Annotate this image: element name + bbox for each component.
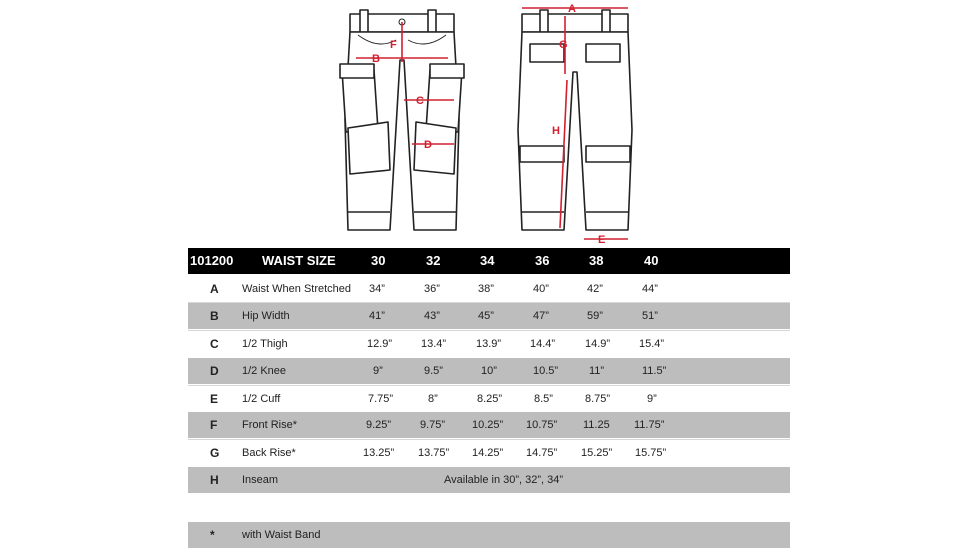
label-c: C (416, 95, 424, 107)
row-letter: E (210, 392, 219, 406)
row-label: Inseam (242, 474, 279, 486)
pants-back-diagram (510, 0, 640, 250)
footnote-text: with Waist Band (242, 529, 321, 541)
size-header: 34 (480, 253, 495, 268)
cell: 10.5” (533, 365, 559, 377)
table-row (188, 303, 790, 329)
cell: 8” (428, 393, 438, 405)
cell: 44” (642, 283, 658, 295)
size-header: 40 (644, 253, 659, 268)
cell: 11.25 (583, 419, 610, 431)
cell: 13.9” (476, 338, 502, 350)
cell: 11.75” (634, 419, 665, 431)
cell: 14.4” (530, 338, 556, 350)
cell: 13.25” (363, 447, 395, 459)
row-label: Back Rise* (242, 447, 296, 459)
cell: 43” (424, 310, 440, 322)
table-row (188, 412, 790, 438)
row-label: 1/2 Cuff (242, 393, 281, 405)
size-header: 36 (535, 253, 550, 268)
label-a: A (568, 3, 576, 15)
cell: 14.75” (526, 447, 558, 459)
cell: 9” (373, 365, 383, 377)
row-letter: G (210, 446, 220, 460)
cell: 36” (424, 283, 440, 295)
label-g: G (559, 39, 568, 51)
row-divider (188, 439, 790, 440)
cell: 10” (481, 365, 497, 377)
row-label: 1/2 Knee (242, 365, 287, 377)
cell: 8.25” (477, 393, 503, 405)
row-label: Hip Width (242, 310, 290, 322)
table-row (188, 386, 790, 412)
cell: 47” (533, 310, 549, 322)
row-letter: H (210, 473, 219, 487)
size-header: 30 (371, 253, 386, 268)
row-letter: B (210, 309, 219, 323)
footnote-row (188, 522, 790, 548)
cell: 10.25” (472, 419, 504, 431)
cell: 14.9” (585, 338, 611, 350)
cell: 8.5” (534, 393, 553, 405)
row-letter: A (210, 282, 219, 296)
cell: 9.25” (366, 419, 392, 431)
cell: 38” (478, 283, 494, 295)
pants-front-diagram (338, 0, 466, 235)
waist-size-heading: WAIST SIZE (262, 253, 336, 268)
row-divider (188, 302, 790, 303)
row-label: 1/2 Thigh (242, 338, 288, 350)
row-label: Front Rise* (242, 419, 298, 431)
product-code: 101200 (190, 253, 234, 268)
cell: 11.5” (642, 365, 667, 377)
cell: 40” (533, 283, 549, 295)
row-letter: C (210, 337, 219, 351)
cell: 59” (587, 310, 603, 322)
footnote-symbol: * (210, 528, 215, 542)
cell: 45” (478, 310, 494, 322)
cell: 14.25” (472, 447, 504, 459)
cell: 15.25” (581, 447, 613, 459)
cell: 15.4” (639, 338, 665, 350)
label-f: F (390, 39, 397, 51)
label-h: H (552, 125, 560, 137)
cell: 42” (587, 283, 603, 295)
cell: 13.75” (418, 447, 450, 459)
cell: 9.75” (420, 419, 446, 431)
cell: 11” (589, 365, 605, 377)
cell: 15.75” (635, 447, 667, 459)
cell: 9” (647, 393, 657, 405)
table-row (188, 276, 790, 302)
cell: 12.9” (367, 338, 393, 350)
cell: 51” (642, 310, 658, 322)
size-header: 32 (426, 253, 441, 268)
cell: 8.75” (585, 393, 611, 405)
size-table-header (188, 248, 790, 274)
row-letter: D (210, 364, 219, 378)
cell: 13.4” (421, 338, 447, 350)
row-letter: F (210, 418, 218, 432)
cell: 10.75” (526, 419, 558, 431)
table-row (188, 331, 790, 357)
row-divider (188, 385, 790, 386)
table-row (188, 467, 790, 493)
label-d: D (424, 139, 432, 151)
row-label: Waist When Stretched (242, 283, 352, 295)
cell: 41” (369, 310, 385, 322)
inseam-note: Available in 30”, 32”, 34” (444, 474, 564, 486)
cell: 34” (369, 283, 385, 295)
row-divider (188, 330, 790, 331)
size-header: 38 (589, 253, 604, 268)
label-b: B (372, 53, 380, 65)
cell: 7.75” (368, 393, 394, 405)
table-row (188, 440, 790, 466)
cell: 9.5” (424, 365, 443, 377)
table-row (188, 358, 790, 384)
label-e: E (598, 234, 606, 246)
